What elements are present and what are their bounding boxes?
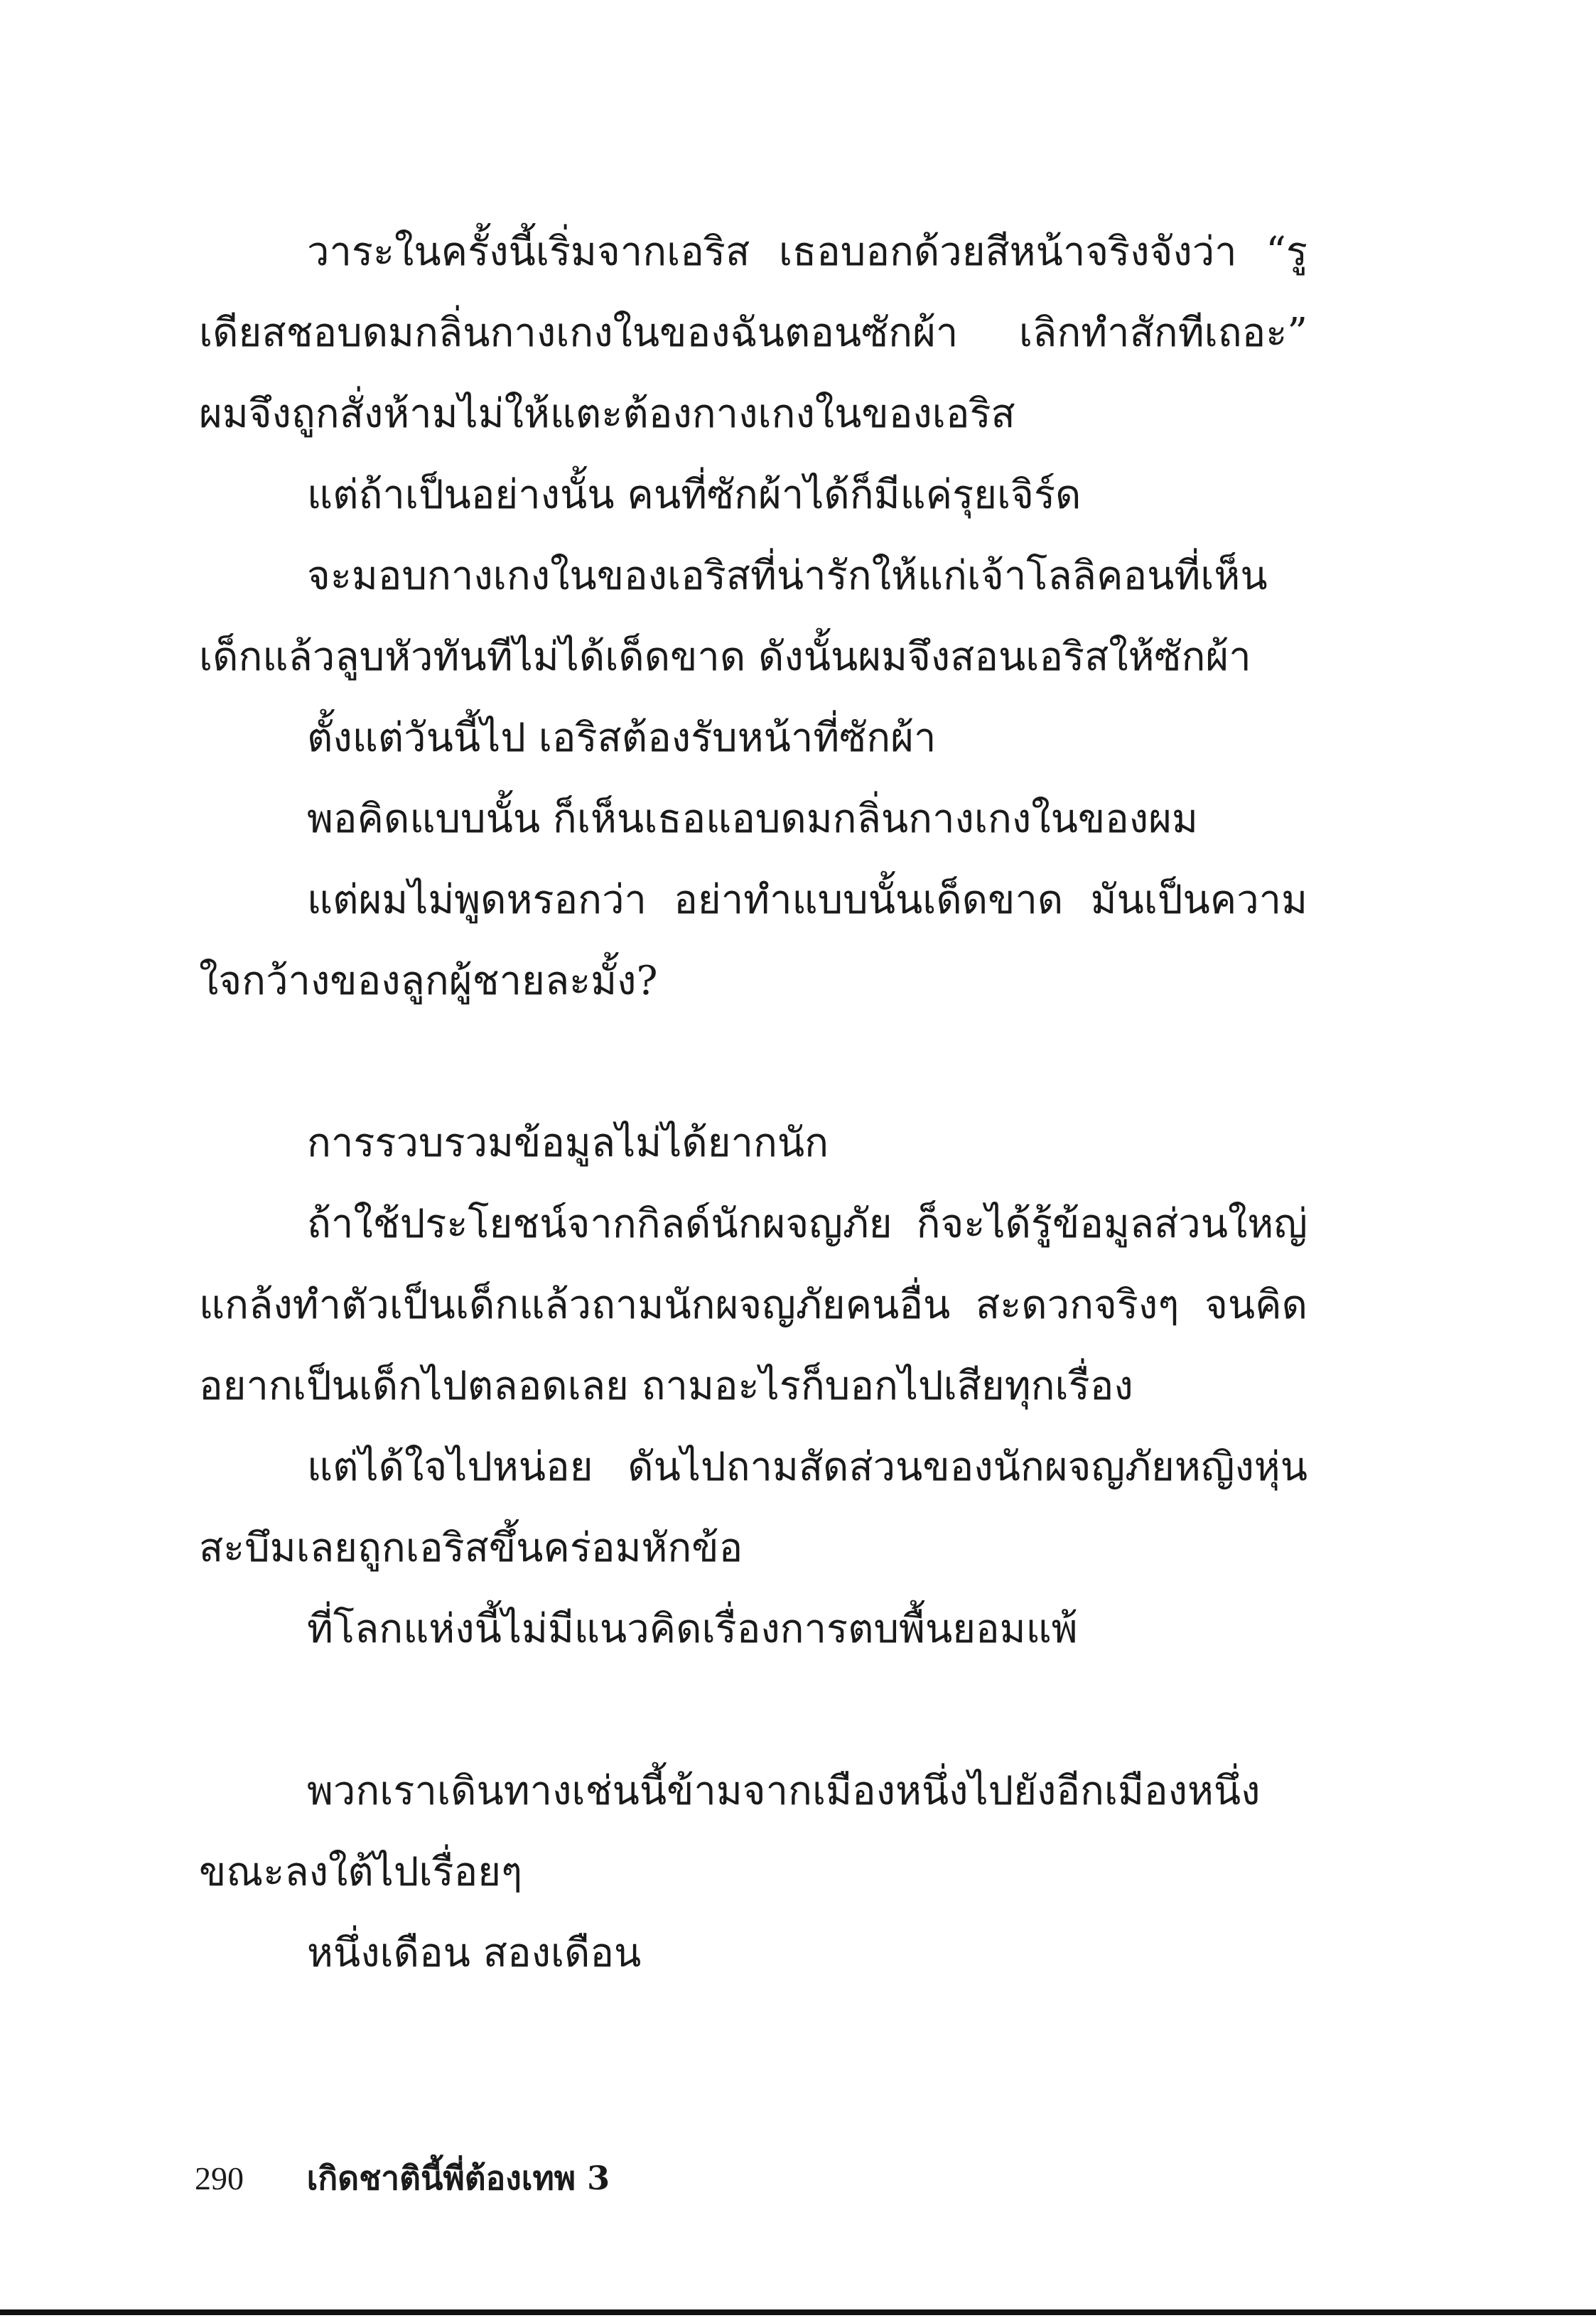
paragraph: ที่โลกแห่งนี้ไม่มีแนวคิดเรื่องการตบพื้นยอมแพ้ (307, 1606, 1078, 1652)
running-title: เกิดชาตินี้พี่ต้องเทพ 3 (306, 2159, 610, 2197)
page-number: 290 (195, 2160, 244, 2196)
paragraph: จะมอบกางเกงในของเอริสที่น่ารักให้แก่เจ้าโลลิคอนที่เห็นเด็กแล้วลูบหัวทันทีไม่ได้เด็ดขาด ดังนั้นผมจึงสอนเอริสให้ซักผ้า (199, 553, 1268, 680)
paragraph: การรวบรวมข้อมูลไม่ได้ยากนัก (307, 1120, 829, 1166)
body-text (199, 212, 1307, 1994)
page-footer (195, 2153, 610, 2204)
paragraph: พอคิดแบบนั้น ก็เห็นเธอแอบดมกลิ่นกางเกงในของผม (307, 796, 1198, 842)
paragraph: แต่ถ้าเป็นอย่างนั้น คนที่ซักผ้าได้ก็มีแค่รุยเจิร์ด (307, 472, 1082, 518)
paragraph: แต่ผมไม่พูดหรอกว่า อย่าทำแบบนั้นเด็ดขาด มันเป็นความใจกว้างของลูกผู้ชายละมั้ง? (199, 877, 1307, 1004)
paragraph: พวกเราเดินทางเช่นนี้ข้ามจากเมืองหนึ่งไปยังอีกเมืองหนึ่ง ขณะลงใต้ไปเรื่อยๆ (199, 1768, 1261, 1895)
paragraph: หนึ่งเดือน สองเดือน (307, 1930, 642, 1976)
paragraph: แต่ได้ใจไปหน่อย ดันไปถามสัดส่วนของนักผจญภัยหญิงหุ่นสะบึมเลยถูกเอริสขึ้นคร่อมหักข้อ (199, 1444, 1307, 1571)
paragraph: ถ้าใช้ประโยชน์จากกิลด์นักผจญภัย ก็จะได้รู้ข้อมูลส่วนใหญ่ แกล้งทำตัวเป็นเด็กแล้วถามนักผจญภัยคนอื่น สะดวกจริงๆ จนคิดอยากเป็นเด็กไปตลอดเลย ถามอะไรก็บอกไปเสียทุกเรื่อง (199, 1201, 1307, 1409)
paragraph: วาระในครั้งนี้เริ่มจากเอริส เธอบอกด้วยสีหน้าจริงจังว่า “รูเดียสชอบดมกลิ่นกางเกงในของฉันตอนซักผ้า เลิกทำสักทีเถอะ” ผมจึงถูกสั่งห้ามไม่ให้แตะต้องกางเกงในของเอริส (199, 229, 1307, 437)
paragraph: ตั้งแต่วันนี้ไป เอริสต้องรับหน้าที่ซักผ้า (307, 715, 937, 761)
section-break (199, 1022, 1307, 1103)
bottom-border-line (0, 2309, 1596, 2315)
section-break (199, 1670, 1307, 1751)
